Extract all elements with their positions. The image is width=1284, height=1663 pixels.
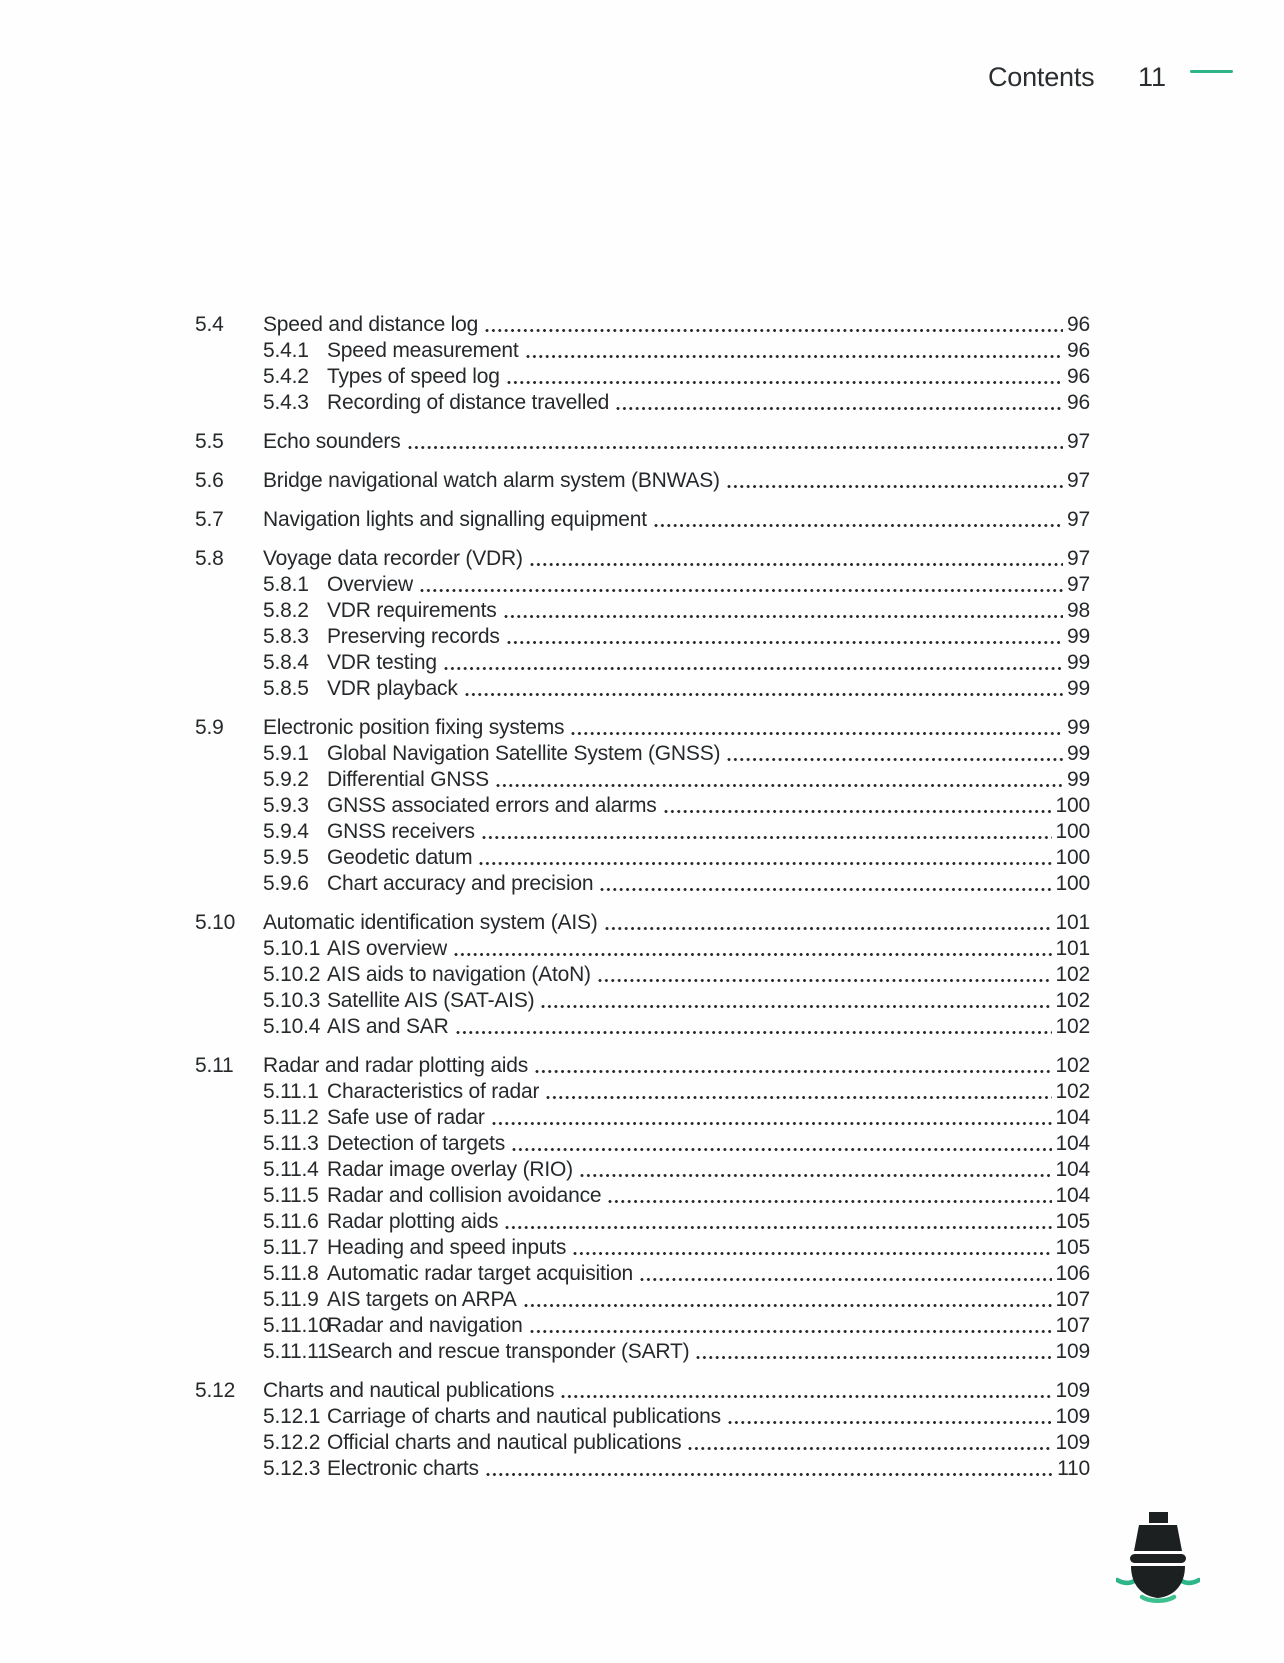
toc-entry-title: Radar and collision avoidance	[327, 1184, 602, 1207]
toc-entry[interactable]	[195, 1053, 1090, 1079]
toc-entry[interactable]	[195, 741, 1090, 767]
toc-entry[interactable]	[195, 624, 1090, 650]
dotted-leader	[598, 977, 1052, 984]
toc-entry-title: Types of speed log	[327, 365, 500, 388]
toc-entry-title: Differential GNSS	[327, 768, 489, 791]
toc-entry-page: 97	[1067, 573, 1090, 596]
ship-icon	[1116, 1506, 1200, 1608]
toc-entry-number: 5.8.4	[263, 651, 309, 674]
toc-entry-page: 101	[1055, 937, 1090, 960]
toc-entry[interactable]	[195, 1456, 1090, 1482]
toc-entry[interactable]	[195, 598, 1090, 624]
dotted-leader	[444, 665, 1063, 672]
toc-entry-number: 5.7	[195, 508, 224, 531]
toc-entry-number: 5.11.8	[263, 1262, 319, 1285]
toc-entry-number: 5.11.10	[263, 1314, 331, 1337]
toc-entry-number: 5.8.2	[263, 599, 309, 622]
toc-entry-page: 99	[1067, 677, 1090, 700]
toc-entry-number: 5.10.2	[263, 963, 321, 986]
toc-entry-number: 5.4.3	[263, 391, 309, 414]
toc-entry-number: 5.4	[195, 313, 224, 336]
toc-entry-page: 99	[1067, 651, 1090, 674]
toc-entry-page: 104	[1055, 1106, 1090, 1129]
dotted-leader	[408, 444, 1064, 451]
toc-entry-title: Automatic identification system (AIS)	[263, 911, 598, 934]
toc-entry-page: 101	[1055, 911, 1090, 934]
toc-entry-number: 5.4.1	[263, 339, 309, 362]
dotted-leader	[507, 639, 1063, 646]
dotted-leader	[580, 1172, 1052, 1179]
toc-entry[interactable]	[195, 1079, 1090, 1105]
toc-entry[interactable]	[195, 871, 1090, 897]
dotted-leader	[454, 951, 1051, 958]
page-title: Contents	[988, 62, 1095, 92]
toc-entry-number: 5.12	[195, 1379, 236, 1402]
toc-entry-title: Speed and distance log	[263, 313, 479, 336]
dotted-leader	[504, 613, 1064, 620]
dotted-leader	[479, 860, 1051, 867]
toc-entry-page: 106	[1055, 1262, 1090, 1285]
toc-entry-title: Electronic position fixing systems	[263, 716, 565, 739]
toc-entry-number: 5.11.9	[263, 1288, 319, 1311]
toc-entry-title: Search and rescue transponder (SART)	[327, 1340, 690, 1363]
toc-entry-title: Charts and nautical publications	[263, 1379, 555, 1402]
toc-entry-page: 110	[1057, 1457, 1090, 1480]
toc-entry-title: Automatic radar target acquisition	[327, 1262, 634, 1285]
toc-entry-number: 5.8.3	[263, 625, 309, 648]
toc-entry[interactable]	[195, 715, 1090, 741]
toc-entry[interactable]	[195, 767, 1090, 793]
toc-entry[interactable]	[195, 507, 1090, 533]
toc-entry-title: VDR testing	[327, 651, 437, 674]
toc-entry-title: AIS overview	[327, 937, 448, 960]
toc-entry-number: 5.9.3	[263, 794, 309, 817]
toc-entry[interactable]	[195, 1235, 1090, 1261]
toc-entry-title: Radar and radar plotting aids	[263, 1054, 529, 1077]
toc-entry-title: AIS and SAR	[327, 1015, 449, 1038]
dotted-leader	[688, 1445, 1051, 1452]
toc-entry-title: VDR playback	[327, 677, 458, 700]
toc-entry-page: 97	[1067, 469, 1090, 492]
toc-entry-title: Radar and navigation	[327, 1314, 523, 1337]
toc-entry[interactable]	[195, 1313, 1090, 1339]
toc-entry[interactable]	[195, 988, 1090, 1014]
toc-entry-title: Bridge navigational watch alarm system (BNWAS)	[263, 469, 720, 492]
toc-entry-page: 96	[1067, 313, 1090, 336]
toc-entry-number: 5.9	[195, 716, 224, 739]
toc-entry-title: Characteristics of radar	[327, 1080, 540, 1103]
toc-entry[interactable]	[195, 1157, 1090, 1183]
toc-entry[interactable]	[195, 338, 1090, 364]
dotted-leader	[486, 1471, 1053, 1478]
toc-entry[interactable]	[195, 845, 1090, 871]
dotted-leader	[420, 587, 1063, 594]
toc-entry[interactable]	[195, 1261, 1090, 1287]
toc-entry-title: Voyage data recorder (VDR)	[263, 547, 523, 570]
toc-entry[interactable]	[195, 1131, 1090, 1157]
toc-entry[interactable]	[195, 650, 1090, 676]
toc-entry-title: Speed measurement	[327, 339, 519, 362]
toc-entry-title: AIS targets on ARPA	[327, 1288, 517, 1311]
toc-entry[interactable]	[195, 793, 1090, 819]
toc-entry-title: Echo sounders	[263, 430, 401, 453]
toc-entry-number: 5.9.6	[263, 872, 309, 895]
toc-entry-number: 5.11.6	[263, 1210, 319, 1233]
toc-entry-number: 5.9.2	[263, 768, 309, 791]
toc-entry-page: 109	[1055, 1379, 1090, 1402]
toc-entry[interactable]	[195, 962, 1090, 988]
accent-dash	[1190, 70, 1233, 73]
toc-entry[interactable]	[195, 572, 1090, 598]
dotted-leader	[727, 483, 1063, 490]
toc-entry-page: 97	[1067, 508, 1090, 531]
dotted-leader	[530, 1328, 1052, 1335]
toc-entry[interactable]	[195, 910, 1090, 936]
toc-entry-number: 5.11.3	[263, 1132, 319, 1155]
toc-entry-title: Safe use of radar	[327, 1106, 485, 1129]
toc-entry-page: 99	[1067, 716, 1090, 739]
dotted-leader	[600, 886, 1051, 893]
toc-entry-page: 102	[1055, 963, 1090, 986]
toc-entry-page: 100	[1055, 846, 1090, 869]
toc-entry-page: 96	[1067, 339, 1090, 362]
toc-entry-title: Geodetic datum	[327, 846, 473, 869]
toc-entry-title: Heading and speed inputs	[327, 1236, 567, 1259]
toc-entry-page: 99	[1067, 742, 1090, 765]
dotted-leader	[605, 925, 1052, 932]
dotted-leader	[616, 405, 1063, 412]
toc-entry[interactable]	[195, 1404, 1090, 1430]
toc-entry-title: Official charts and nautical publications	[327, 1431, 682, 1454]
toc-entry-page: 96	[1067, 365, 1090, 388]
toc-entry-number: 5.6	[195, 469, 224, 492]
toc-entry-number: 5.11.4	[263, 1158, 319, 1181]
toc-entry-number: 5.10.4	[263, 1015, 321, 1038]
dotted-leader	[573, 1250, 1051, 1257]
toc-entry-page: 100	[1055, 872, 1090, 895]
dotted-leader	[492, 1120, 1052, 1127]
toc-entry-page: 102	[1055, 1015, 1090, 1038]
dotted-leader	[465, 691, 1063, 698]
toc-entry[interactable]	[195, 364, 1090, 390]
toc-entry[interactable]	[195, 1105, 1090, 1131]
toc-entry-title: Radar image overlay (RIO)	[327, 1158, 573, 1181]
toc-entry-number: 5.4.2	[263, 365, 309, 388]
toc-entry-title: VDR requirements	[327, 599, 497, 622]
toc-entry-number: 5.11.1	[263, 1080, 319, 1103]
toc-entry[interactable]	[195, 390, 1090, 416]
toc-entry-number: 5.11.2	[263, 1106, 319, 1129]
toc-entry-title: GNSS receivers	[327, 820, 475, 843]
ship-logo	[1116, 1506, 1200, 1608]
toc-entry-page: 98	[1067, 599, 1090, 622]
dotted-leader	[530, 561, 1063, 568]
toc-entry[interactable]	[195, 936, 1090, 962]
toc-entry-page: 99	[1067, 768, 1090, 791]
dotted-leader	[728, 1419, 1052, 1426]
toc-entry[interactable]	[195, 676, 1090, 702]
table-of-contents	[195, 312, 1090, 1482]
toc-entry-title: Carriage of charts and nautical publications	[327, 1405, 721, 1428]
toc-entry-title: Navigation lights and signalling equipment	[263, 508, 647, 531]
dotted-leader	[524, 1302, 1052, 1309]
toc-entry-number: 5.12.3	[263, 1457, 321, 1480]
toc-entry[interactable]	[195, 429, 1090, 455]
toc-entry-number: 5.10.3	[263, 989, 321, 1012]
toc-entry-number: 5.10.1	[263, 937, 321, 960]
toc-entry-page: 97	[1067, 430, 1090, 453]
toc-entry-title: Electronic charts	[327, 1457, 479, 1480]
toc-entry-number: 5.11.5	[263, 1184, 319, 1207]
toc-entry-page: 104	[1055, 1184, 1090, 1207]
toc-entry[interactable]	[195, 1430, 1090, 1456]
toc-entry-page: 96	[1067, 391, 1090, 414]
dotted-leader	[640, 1276, 1052, 1283]
toc-entry-number: 5.11	[195, 1054, 234, 1077]
toc-entry-title: Recording of distance travelled	[327, 391, 610, 414]
toc-entry-number: 5.8.5	[263, 677, 309, 700]
toc-entry[interactable]	[195, 312, 1090, 338]
dotted-leader	[507, 379, 1063, 386]
toc-entry-number: 5.12.1	[263, 1405, 321, 1428]
toc-entry-page: 104	[1055, 1132, 1090, 1155]
toc-entry-title: Chart accuracy and precision	[327, 872, 594, 895]
toc-entry[interactable]	[195, 1378, 1090, 1404]
toc-entry[interactable]	[195, 1183, 1090, 1209]
toc-entry-title: Detection of targets	[327, 1132, 506, 1155]
dotted-leader	[664, 808, 1052, 815]
toc-entry-page: 100	[1055, 820, 1090, 843]
toc-entry-page: 102	[1055, 1054, 1090, 1077]
toc-entry-number: 5.9.5	[263, 846, 309, 869]
toc-entry-title: Satellite AIS (SAT-AIS)	[327, 989, 535, 1012]
toc-entry-page: 109	[1055, 1340, 1090, 1363]
toc-entry-page: 107	[1055, 1288, 1090, 1311]
toc-entry[interactable]	[195, 1209, 1090, 1235]
toc-entry-page: 100	[1055, 794, 1090, 817]
toc-entry-page: 99	[1067, 625, 1090, 648]
toc-entry[interactable]	[195, 468, 1090, 494]
dotted-leader	[727, 756, 1063, 763]
dotted-leader	[654, 522, 1063, 529]
dotted-leader	[456, 1029, 1052, 1036]
toc-entry-page: 97	[1067, 547, 1090, 570]
toc-entry-number: 5.5	[195, 430, 224, 453]
toc-entry-number: 5.8	[195, 547, 224, 570]
dotted-leader	[526, 353, 1063, 360]
dotted-leader	[496, 782, 1063, 789]
toc-entry[interactable]	[195, 1339, 1090, 1365]
dotted-leader	[505, 1224, 1051, 1231]
toc-entry[interactable]	[195, 1287, 1090, 1313]
dotted-leader	[561, 1393, 1051, 1400]
toc-entry-number: 5.9.1	[263, 742, 309, 765]
toc-entry-page: 109	[1055, 1431, 1090, 1454]
toc-entry-title: Overview	[327, 573, 413, 596]
dotted-leader	[541, 1003, 1051, 1010]
page-number: 11	[1138, 62, 1167, 92]
toc-entry-page: 105	[1055, 1236, 1090, 1259]
dotted-leader	[485, 327, 1063, 334]
toc-entry-page: 102	[1055, 989, 1090, 1012]
toc-entry-number: 5.11.7	[263, 1236, 319, 1259]
toc-entry-title: Preserving records	[327, 625, 500, 648]
toc-entry-number: 5.8.1	[263, 573, 309, 596]
toc-entry-number: 5.10	[195, 911, 236, 934]
toc-entry-page: 104	[1055, 1158, 1090, 1181]
toc-entry-title: GNSS associated errors and alarms	[327, 794, 657, 817]
dotted-leader	[512, 1146, 1051, 1153]
toc-entry-title: Radar plotting aids	[327, 1210, 499, 1233]
toc-entry-title: Global Navigation Satellite System (GNSS)	[327, 742, 721, 765]
toc-entry[interactable]	[195, 1014, 1090, 1040]
dotted-leader	[482, 834, 1052, 841]
toc-entry-page: 107	[1055, 1314, 1090, 1337]
toc-entry-page: 105	[1055, 1210, 1090, 1233]
toc-entry[interactable]	[195, 819, 1090, 845]
dotted-leader	[535, 1068, 1052, 1075]
toc-entry-number: 5.12.2	[263, 1431, 321, 1454]
dotted-leader	[546, 1094, 1051, 1101]
toc-entry-number: 5.11.11	[263, 1340, 329, 1363]
dotted-leader	[696, 1354, 1051, 1361]
toc-entry-number: 5.9.4	[263, 820, 309, 843]
toc-entry-title: AIS aids to navigation (AtoN)	[327, 963, 591, 986]
toc-entry[interactable]	[195, 546, 1090, 572]
dotted-leader	[608, 1198, 1051, 1205]
toc-entry-page: 102	[1055, 1080, 1090, 1103]
dotted-leader	[571, 730, 1063, 737]
toc-entry-page: 109	[1055, 1405, 1090, 1428]
